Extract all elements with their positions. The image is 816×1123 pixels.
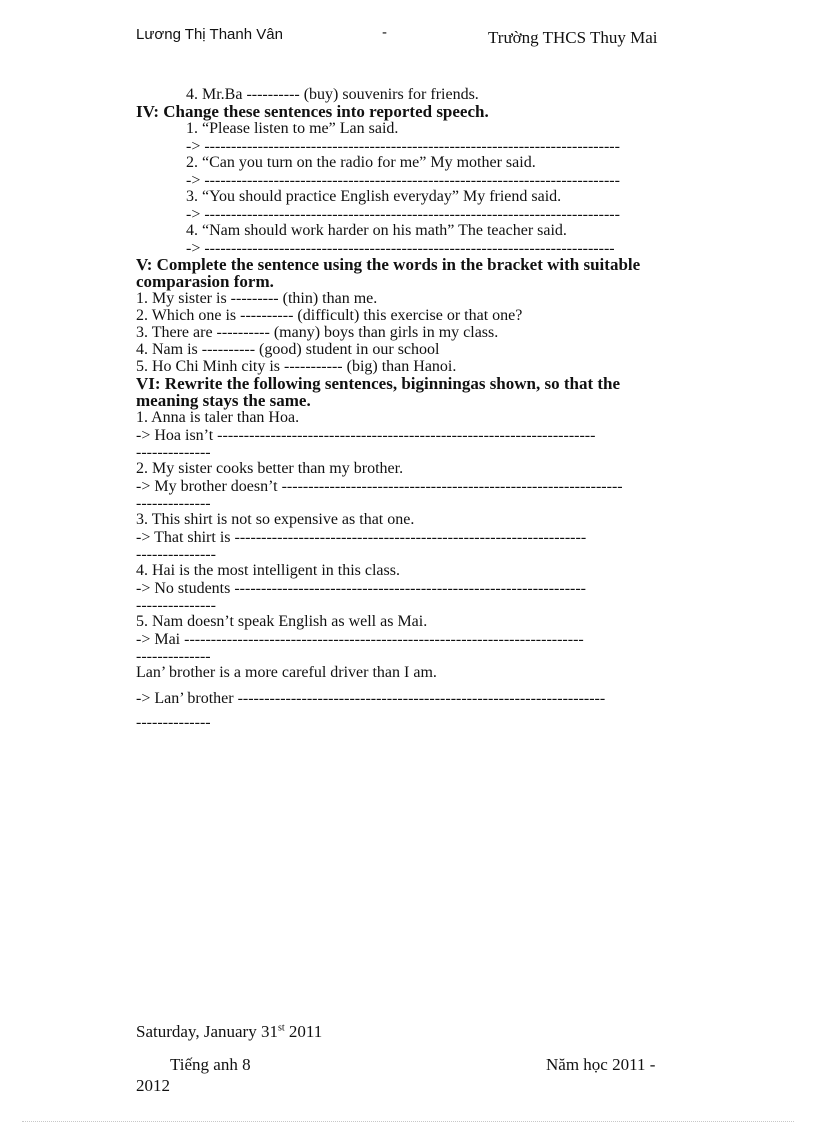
footer-school-year: Năm học 2011 - <box>546 1055 656 1074</box>
question: 5. Ho Chi Minh city is ----------- (big) than Hanoi. <box>136 358 457 375</box>
answer-line-continued: -------------- <box>136 714 211 731</box>
page-bottom-border <box>22 1121 794 1122</box>
answer-line: -> That shirt is ------------------------------------------------------------------ <box>136 529 587 546</box>
answer-line-continued: -------------- <box>136 495 211 512</box>
footer-date <box>136 1022 322 1042</box>
section-title: VI: Rewrite the following sentences, biginningas shown, so that the <box>136 374 621 393</box>
section-title: IV: Change these sentences into reported speech. <box>136 102 489 121</box>
question: 3. There are ---------- (many) boys than girls in my class. <box>136 324 499 341</box>
question: 4. Hai is the most intelligent in this class. <box>136 562 400 579</box>
answer-line: -> Lan’ brother --------------------------------------------------------------------- <box>136 690 606 707</box>
answer-line: -> My brother doesn’t ---------------------------------------------------------------- <box>136 478 623 495</box>
answer-line: -> ------------------------------------------------------------------------------ <box>186 206 620 223</box>
exercise-line: 4. Mr.Ba ---------- (buy) souvenirs for friends. <box>186 86 479 103</box>
header-separator: - <box>382 24 387 41</box>
answer-line: -> ------------------------------------------------------------------------------ <box>186 138 620 155</box>
header-school: Trường THCS Thuy Mai <box>488 28 658 47</box>
footer-date-prefix: Saturday, January 31 <box>136 1022 278 1041</box>
question: 4. “Nam should work harder on his math” The teacher said. <box>186 222 567 239</box>
question: Lan’ brother is a more careful driver than I am. <box>136 664 437 681</box>
footer-subject: Tiếng anh 8 <box>170 1055 251 1074</box>
question: 5. Nam doesn’t speak English as well as Mai. <box>136 613 428 630</box>
question: 2. “Can you turn on the radio for me” My mother said. <box>186 154 536 171</box>
answer-line: -> Mai --------------------------------------------------------------------------- <box>136 631 584 648</box>
question: 1. My sister is --------- (thin) than me. <box>136 290 378 307</box>
section-title: V: Complete the sentence using the words in the bracket with suitable <box>136 255 641 274</box>
answer-line-continued: --------------- <box>136 546 216 563</box>
question: 3. “You should practice English everyday” My friend said. <box>186 188 562 205</box>
answer-line: -> Hoa isn’t ----------------------------------------------------------------------- <box>136 427 596 444</box>
question: 1. Anna is taler than Hoa. <box>136 409 300 426</box>
question: 1. “Please listen to me” Lan said. <box>186 120 399 137</box>
section-title: meaning stays the same. <box>136 391 311 410</box>
footer-school-year-end: 2012 <box>136 1076 170 1095</box>
footer-date-year: 2011 <box>284 1022 323 1041</box>
question: 4. Nam is ---------- (good) student in our school <box>136 341 440 358</box>
section-title: comparasion form. <box>136 272 274 291</box>
header-author: Lương Thị Thanh Vân <box>136 26 283 43</box>
answer-line: -> No students ------------------------------------------------------------------ <box>136 580 587 597</box>
answer-line-continued: -------------- <box>136 648 211 665</box>
answer-line: -> ------------------------------------------------------------------------------ <box>186 172 620 189</box>
question: 3. This shirt is not so expensive as that one. <box>136 511 415 528</box>
question: 2. Which one is ---------- (difficult) this exercise or that one? <box>136 307 523 324</box>
answer-line: -> ----------------------------------------------------------------------------- <box>186 240 615 257</box>
answer-line-continued: --------------- <box>136 597 216 614</box>
footer-date-suffix: st <box>277 1022 285 1034</box>
answer-line-continued: -------------- <box>136 444 211 461</box>
question: 2. My sister cooks better than my brother. <box>136 460 404 477</box>
